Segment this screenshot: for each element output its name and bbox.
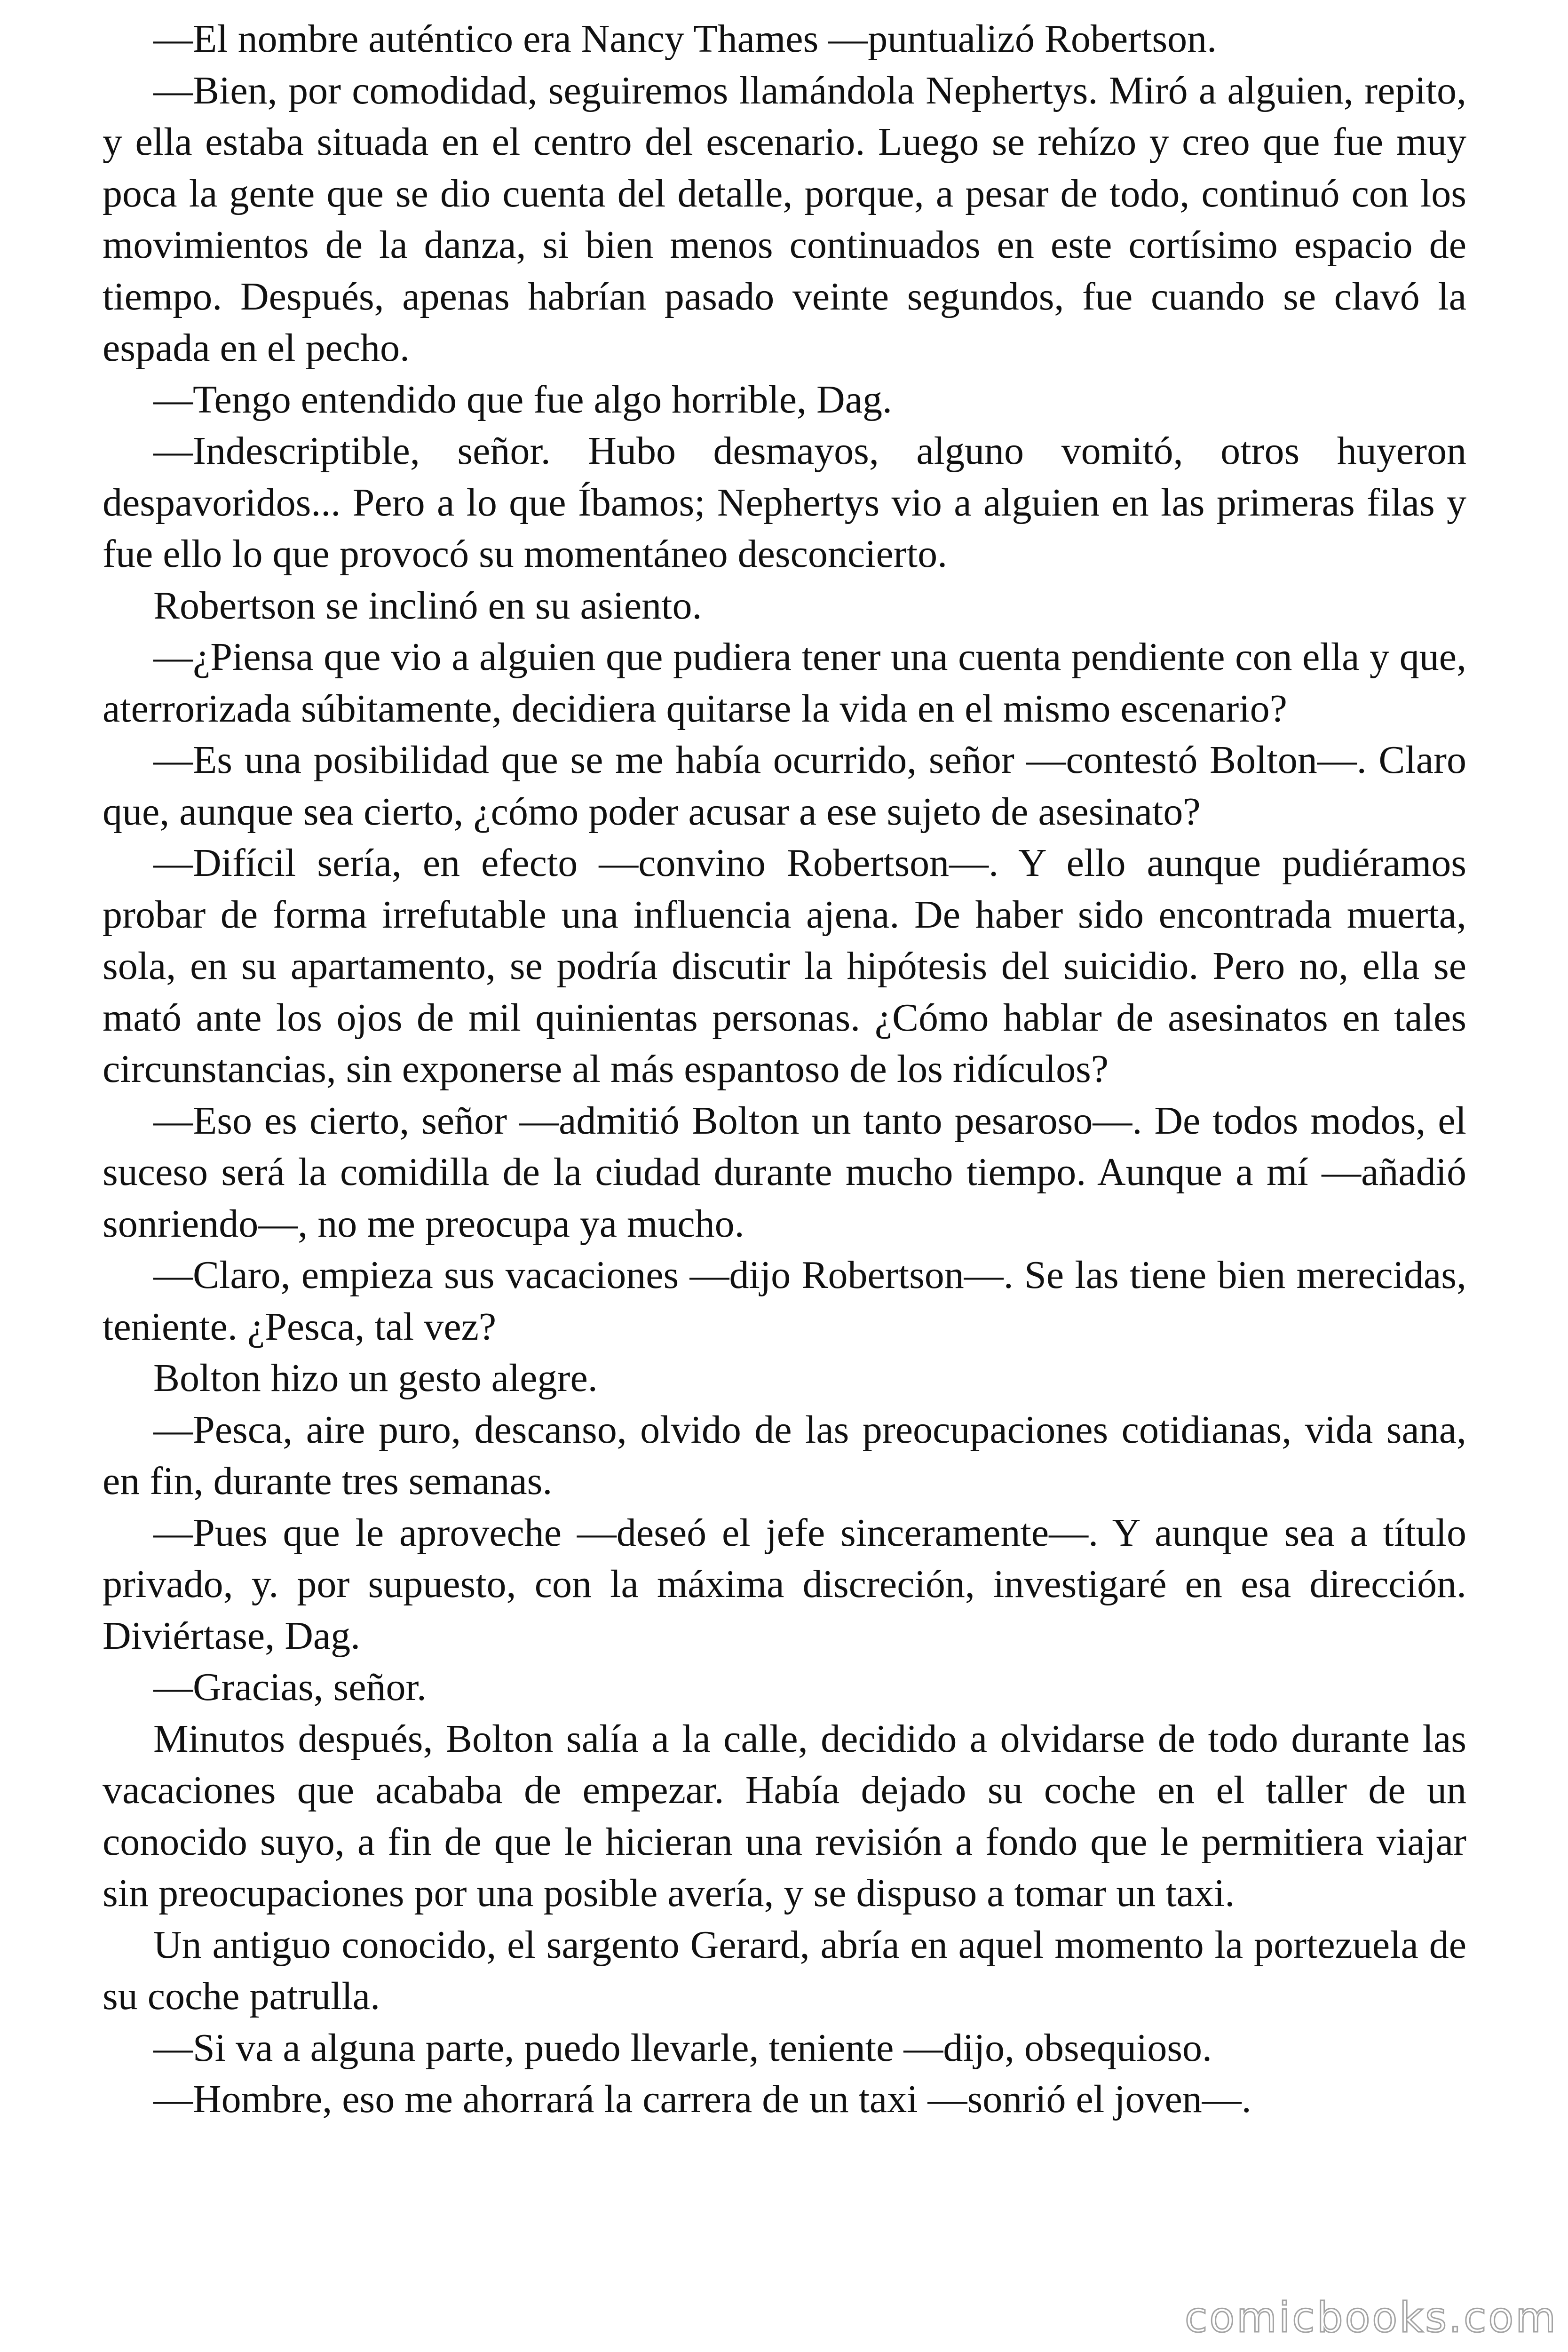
paragraph: —El nombre auténtico era Nancy Thames —puntualizó Robertson. — [153, 17, 1217, 61]
paragraph: Robertson se inclinó en su asiento. — [153, 583, 702, 628]
watermark-logo: comicbooks.com — [1184, 2293, 1558, 2342]
paragraph: —Es una posibilidad que se me había ocurrido, señor —contestó Bolton—. Claro que, aunque sea cierto, ¿cómo poder acusar a ese sujeto de asesinato? — [103, 738, 1466, 834]
paragraph: —Gracias, señor. — [153, 1665, 427, 1709]
paragraph: —Bien, por comodidad, seguiremos llamándola Nephertys. Miró a alguien, repito, y ella estaba situada en el centro del escenario. Luego se rehízo y creo que fue muy poca la gente que se dio cuenta del detalle, porque, a pesar de todo, continuó con los movimientos de la danza, si bien menos continuados en este cortísimo espacio de tiempo. Después, apenas habrían pasado veinte segundos, fue cuando se clavó la espada en el pecho. — [103, 68, 1466, 370]
paragraph: —Claro, empieza sus vacaciones —dijo Robertson—. Se las tiene bien merecidas, teniente. ¿Pesca, tal vez? — [103, 1253, 1466, 1349]
document-page — [103, 13, 1466, 2125]
paragraph: —¿Piensa que vio a alguien que pudiera tener una cuenta pendiente con ella y que, aterrorizada súbitamente, decidiera quitarse la vida en el mismo escenario? — [103, 635, 1466, 731]
paragraph: Minutos después, Bolton salía a la calle, decidido a olvidarse de todo durante las vacaciones que acababa de empezar. Había dejado su coche en el taller de un conocido suyo, a fin de que le hicieran una revisión a fondo que le permitiera viajar sin preocupaciones por una posible avería, y se dispuso a tomar un taxi. — [103, 1716, 1466, 1915]
paragraph: —Difícil sería, en efecto —convino Robertson—. Y ello aunque pudiéramos probar de forma irrefutable una influencia ajena. De haber sido encontrada muerta, sola, en su apartamento, se podría discutir la hipótesis del suicidio. Pero no, ella se mató ante los ojos de mil quinientas personas. ¿Cómo hablar de asesinatos en tales circunstancias, sin exponerse al más espantoso de los ridículos? — [103, 841, 1466, 1091]
paragraph: —Tengo entendido que fue algo horrible, Dag. — [153, 377, 892, 421]
paragraph: —Si va a alguna parte, puedo llevarle, teniente —dijo, obsequioso. — [153, 2026, 1212, 2070]
paragraph: —Eso es cierto, señor —admitió Bolton un tanto pesaroso—. De todos modos, el suceso será la comidilla de la ciudad durante mucho tiempo. Aunque a mí —añadió sonriendo—, no me preocupa ya mucho. — [103, 1098, 1466, 1246]
paragraph: Bolton hizo un gesto alegre. — [153, 1356, 598, 1400]
paragraph: —Hombre, eso me ahorrará la carrera de un taxi —sonrió el joven—. — [153, 2077, 1251, 2121]
paragraph: Un antiguo conocido, el sargento Gerard, abría en aquel momento la portezuela de su coche patrulla. — [103, 1923, 1466, 2018]
paragraph: —Pues que le aproveche —deseó el jefe sinceramente—. Y aunque sea a título privado, y. por supuesto, con la máxima discreción, investigaré en esa dirección. Diviértase, Dag. — [103, 1510, 1466, 1658]
paragraph: —Pesca, aire puro, descanso, olvido de las preocupaciones cotidianas, vida sana, en fin, durante tres semanas. — [103, 1407, 1466, 1503]
paragraph: —Indescriptible, señor. Hubo desmayos, alguno vomitó, otros huyeron despavoridos... Pero a lo que Íbamos; Nephertys vio a alguien en las primeras filas y fue ello lo que provocó su momentáneo desconcierto. — [103, 429, 1466, 576]
